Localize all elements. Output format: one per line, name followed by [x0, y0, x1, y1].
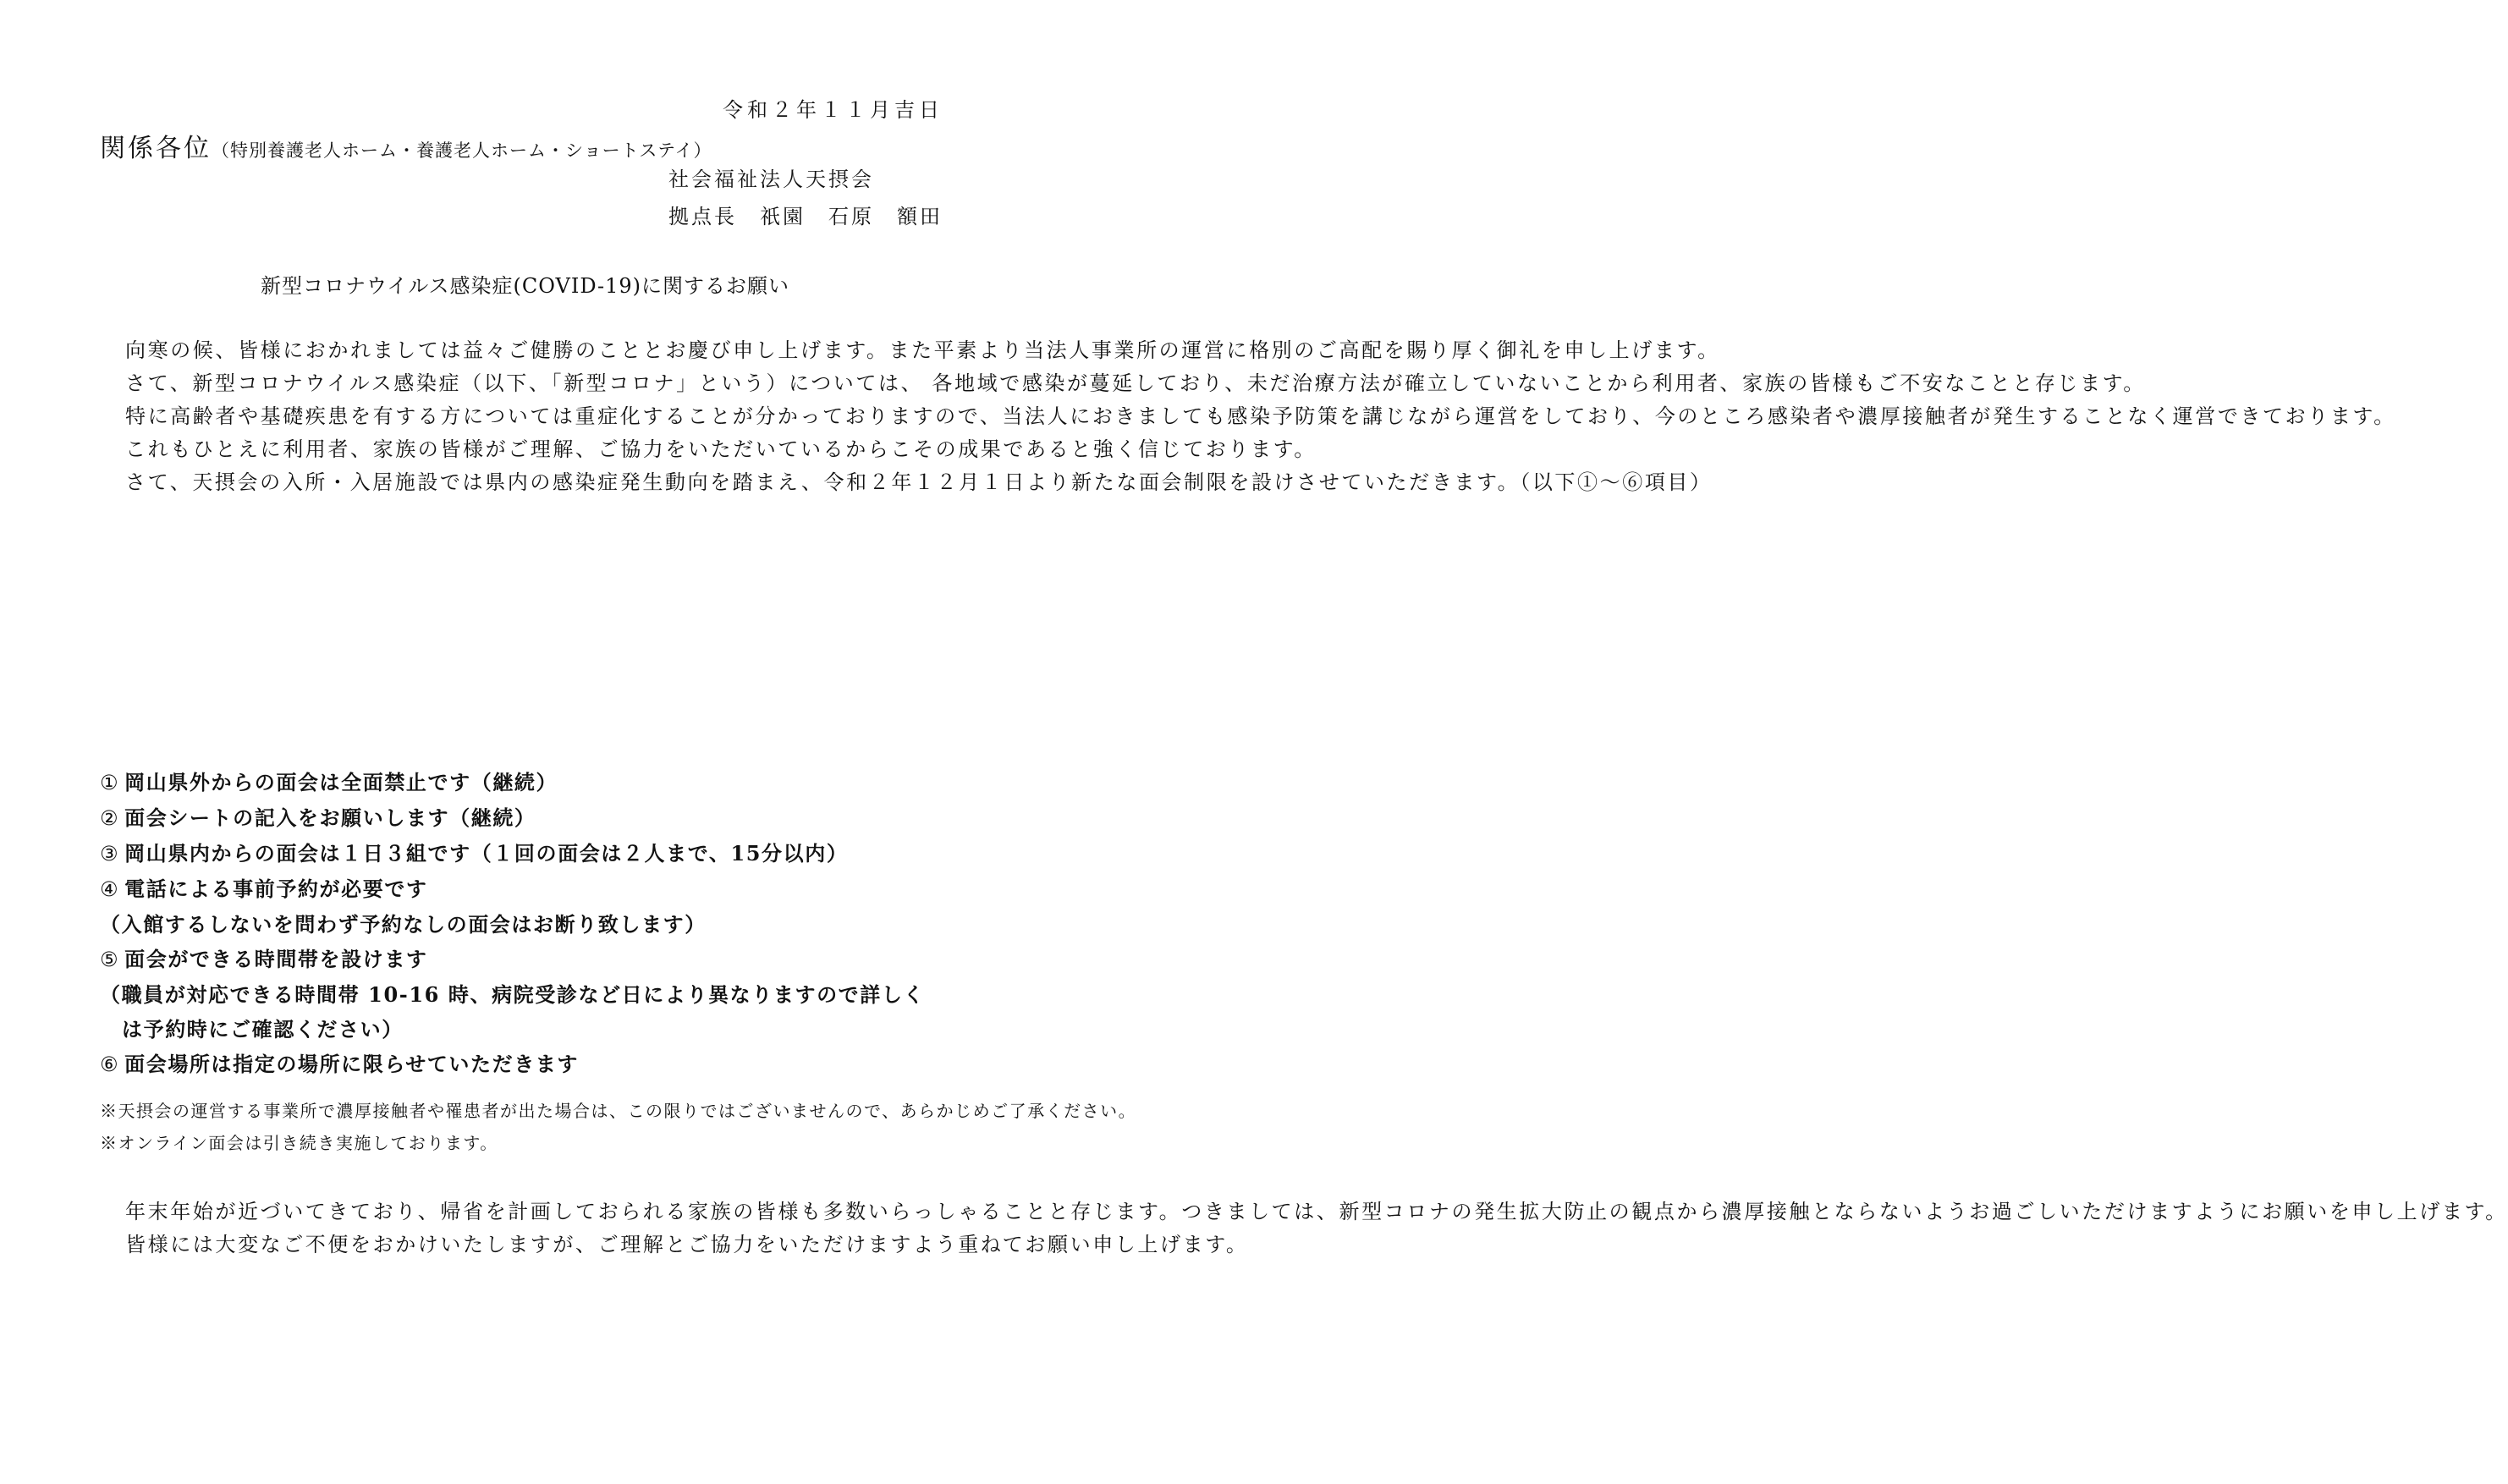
- note: ※オンライン面会は引き続き実施しております。: [100, 1133, 498, 1153]
- body-text: [100, 334, 2396, 499]
- paragraph: さて、新型コロナウイルス感染症（以下、「新型コロナ」という）については、 各地域で感染が蔓延しており、未だ治療方法が確立していないことから利用者、家族の皆様もご不安なことと存じます。: [125, 371, 2146, 395]
- rule-note: [100, 907, 971, 942]
- rule-note: [100, 977, 971, 1012]
- addressee: [100, 127, 712, 164]
- paragraph: 特に高齢者や基礎疾患を有する方については重症化することが分かっておりますので、当法人におきましても感染予防策を講じながら運営をしており、今のところ感染者や濃厚接触者が発生することなく運営できております。: [125, 404, 2396, 428]
- rule-text: （入館するしないを問わず予約なしの面会はお断り致します）: [100, 912, 707, 937]
- issue-date: 令和２年１１月吉日: [723, 98, 943, 122]
- rule-number: ⑥: [100, 1053, 120, 1076]
- rule-text: は予約時にご確認ください）: [122, 1017, 404, 1042]
- rule-number: ③: [100, 842, 120, 866]
- rule-text: 面会シートの記入をお願いします（継続）: [124, 805, 536, 830]
- rule-number: ①: [100, 771, 120, 794]
- sender-signatories: 拠点長 祇園 石原 額田: [668, 205, 943, 228]
- rule-number: ④: [100, 877, 120, 901]
- rule-text: 岡山県外からの面会は全面禁止です（継続）: [124, 770, 558, 794]
- rule-text: 面会ができる時間帯を設けます: [124, 947, 428, 971]
- paragraph: 向寒の候、皆様におかれましては益々ご健勝のこととお慶び申し上げます。また平素より当法人事業所の運営に格別のご高配を賜り厚く御礼を申し上げます。: [125, 338, 1720, 362]
- document-title: 新型コロナウイルス感染症(COVID-19)に関するお願い: [260, 274, 790, 298]
- paragraph: さて、天摂会の入所・入居施設では県内の感染症発生動向を踏まえ、令和２年１２月１日より新たな面会制限を設けさせていただきます。（以下①～⑥項目）: [125, 470, 1713, 494]
- rules-list: [100, 765, 971, 1082]
- rule-note: [100, 1012, 971, 1047]
- rule-item: [100, 871, 971, 907]
- paragraph: 年末年始が近づいてきており、帰省を計画しておられる家族の皆様も多数いらっしゃることと存じます。つきましては、新型コロナの発生拡大防止の観点から濃厚接触とならないようお過ごしいただけますようにお願いを申し上げます。: [125, 1200, 2508, 1223]
- rule-item: [100, 942, 971, 977]
- paragraph: 皆様には大変なご不便をおかけいたしますが、ご理解とご協力をいただけますよう重ねてお願い申し上げます。: [125, 1233, 1249, 1256]
- sender-organization: 社会福祉法人天摂会: [668, 168, 874, 191]
- note: ※天摂会の運営する事業所で濃厚接触者や罹患者が出た場合は、この限りではございませんので、あらかじめご了承ください。: [100, 1101, 1137, 1121]
- paragraph: これもひとえに利用者、家族の皆様がご理解、ご協力をいただいているからこその成果であると強く信じております。: [125, 437, 1317, 461]
- rule-text: 電話による事前予約が必要です: [124, 877, 428, 901]
- rule-number: ⑤: [100, 948, 120, 971]
- addressee-main: 関係各位: [100, 134, 212, 163]
- rule-text: （職員が対応できる時間帯 10-16 時、病院受診など日により異なりますので詳しく: [100, 982, 926, 1007]
- addressee-sub: （特別養護老人ホーム・養護老人ホーム・ショートステイ）: [212, 140, 712, 161]
- closing-text: [100, 1195, 2508, 1261]
- rule-text: 面会場所は指定の場所に限らせていただきます: [124, 1052, 580, 1076]
- rule-text: 岡山県内からの面会は１日３組です（１回の面会は２人まで、15分以内）: [124, 841, 849, 866]
- notes: [100, 1095, 1137, 1159]
- rule-item: [100, 1047, 971, 1082]
- rule-item: [100, 836, 971, 871]
- rule-number: ②: [100, 806, 120, 830]
- rule-item: [100, 800, 971, 836]
- rule-item: [100, 765, 971, 800]
